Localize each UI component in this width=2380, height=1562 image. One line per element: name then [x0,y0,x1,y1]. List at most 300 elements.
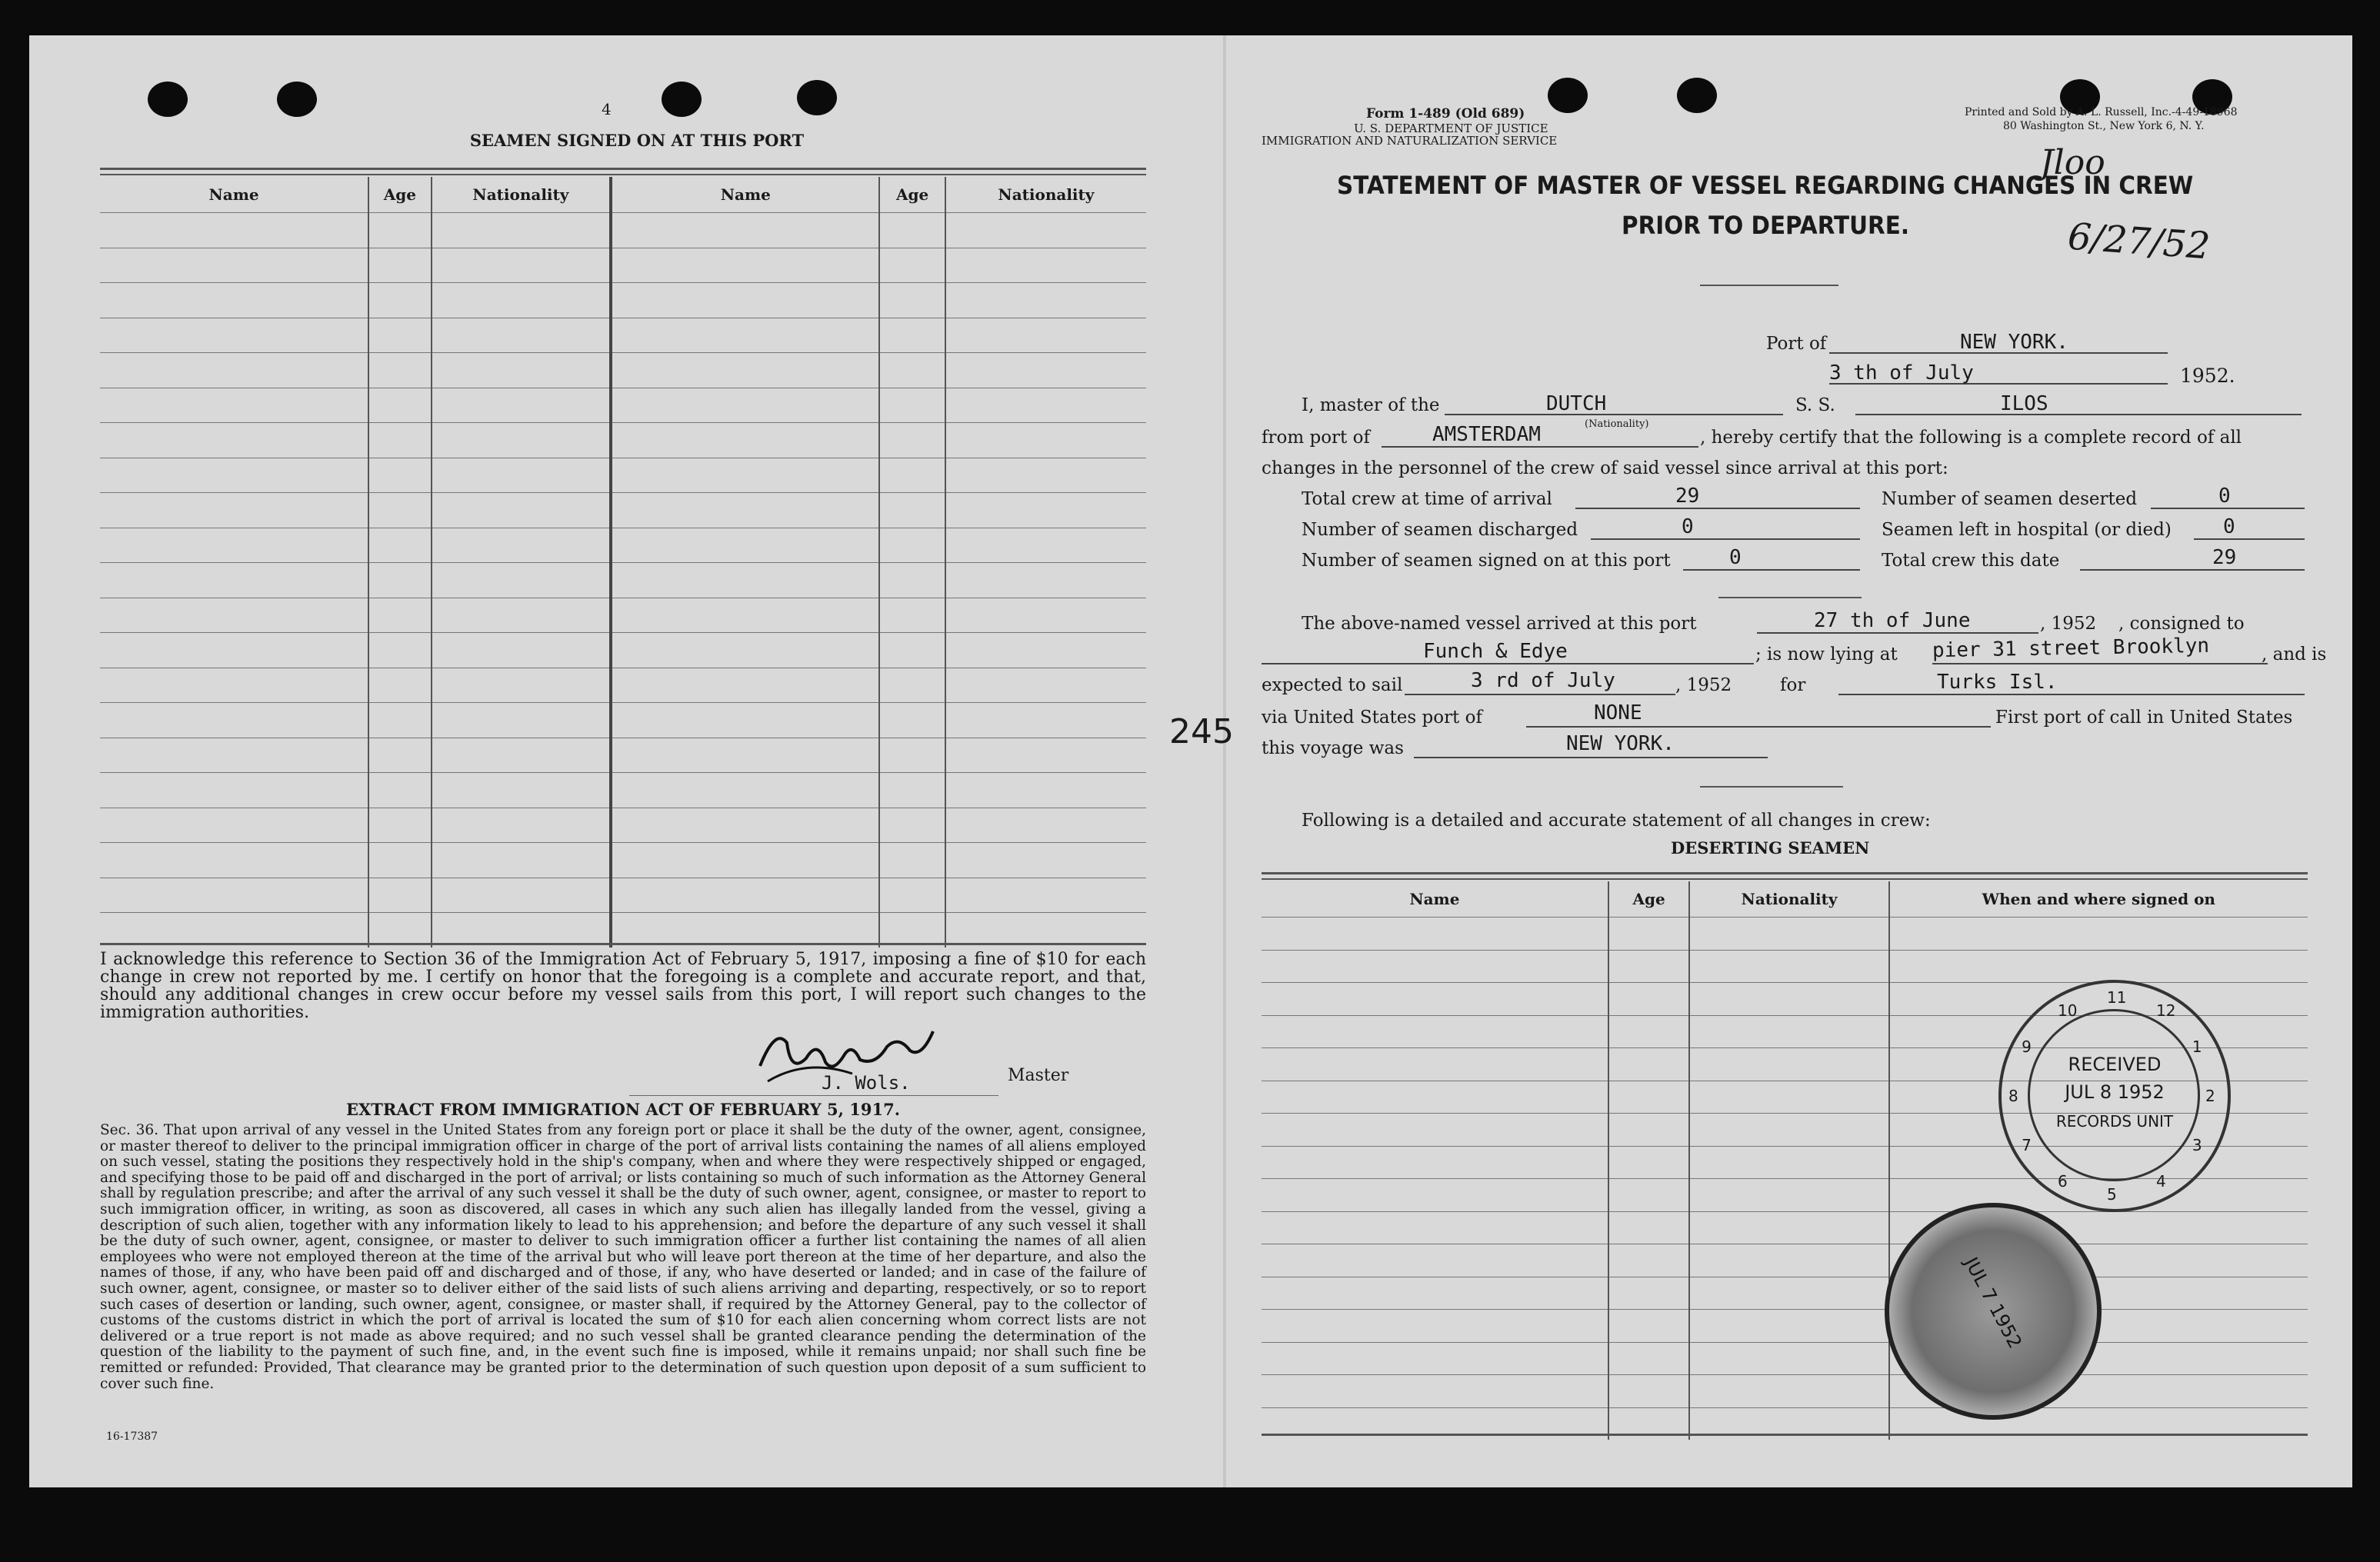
stamp-ring-number: 9 [2022,1037,2032,1056]
table-cell [879,213,945,248]
table-row [100,633,1146,668]
table-cell [879,808,945,843]
stamp-ring-number: 5 [2107,1185,2117,1204]
table-cell [1889,950,2308,983]
rule [1262,1434,2308,1436]
form-number: Form 1-489 (Old 689) [1366,106,1525,122]
table-cell [611,353,879,388]
table-row [100,668,1146,703]
department: U. S. DEPARTMENT OF JUSTICE [1354,122,1548,135]
table-cell [1689,1277,1888,1310]
extract-text: Sec. 36. That upon arrival of any vessel in the United States from any foreign port or place it shall be the duty of the owner, agent, consignee, or master thereof to deliver to the principal immigration officer in charge of the port of arrival lists containing the names of all aliens employed on such vessel, stating the positions they respectively hold in the ship's company, when and where they were respectively shipped or engaged, and specifying those to be paid off and discharged in the port of arrival; or lists containing so much of such information as the Attorney General shall by regulation prescribe; and after the arrival of any such vessel it shall be the duty of such owner, agent, consignee, or master to report to such immigration officer, in writing, as soon as discovered, all cases in which any such alien has illegally landed from the vessel, giving a description of such alien, together with any information likely to lead to his apprehension; and before the departure of any such vessel it shall be the duty of such owner, agent, consignee, or master to deliver to such immigration officer a further list containing the names of all alien employees who were not employed thereon at the time of the arrival but who will leave port thereon at the time of her departure, and also the names of those, if any, who have been paid off and discharged and of those, if any, who have deserted or landed; and in case of the failure of such owner, agent, consignee, or master so to deliver either of the said lists of such aliens arriving and departing, respectively, or so to report such cases of desertion or landing, such owner, agent, consignee, or master shall, if required by the Attorney General, pay to the collector of customs of the customs district in which the port of arrival is located the sum of $10 for each alien concerning whom correct lists are not delivered or a true report is not made as above required; and no such vessel shall be granted clearance pending the determination of the question of the liability to the payment of such fine, and, in the event such fine is imposed, while it remains unpaid; nor shall such fine be remitted or refunded: Provided, That clearance may be granted prior to the determination of such question upon deposit of a sum sufficient to cover such fine. [100,1122,1146,1392]
table-cell [1608,1015,1690,1048]
field-line [1757,632,2038,634]
table-cell [100,388,368,423]
table-cell [611,563,879,598]
table-cell [1608,1211,1690,1244]
lying-label: ; is now lying at [1755,644,1898,664]
table-cell [1262,1375,1608,1408]
punch-hole [1548,78,1588,113]
table-cell [945,738,1146,773]
table-cell [611,598,879,633]
table-cell [368,878,431,913]
table-row [1262,918,2308,951]
from-port-value: AMSTERDAM [1432,423,1541,446]
punch-hole [1677,78,1717,113]
table-cell [432,703,612,738]
table-row [100,493,1146,528]
table-cell [432,738,612,773]
table-cell [945,808,1146,843]
arrived-date-value: 27 th of June [1814,609,1971,632]
table-cell [368,773,431,808]
table-cell [611,773,879,808]
punch-hole [277,82,317,117]
table-row [100,808,1146,843]
this-voyage-label: this voyage was [1262,738,1404,758]
table-row [100,563,1146,598]
field-line [2080,569,2305,571]
table-cell [368,528,431,563]
table-cell [879,318,945,353]
port-value: NEW YORK. [1960,331,2068,354]
table-cell [368,633,431,668]
table-cell [432,563,612,598]
table-cell [945,528,1146,563]
page-number: 4 [602,100,612,118]
table-cell [100,668,368,703]
table-cell [1689,950,1888,983]
expected-date-value: 3 rd of July [1471,669,1615,692]
rule [1262,872,2308,874]
table-row [1262,1342,2308,1375]
table-cell [1689,918,1888,951]
table-cell [100,878,368,913]
table-cell [368,668,431,703]
signature-role: Master [1008,1066,1069,1085]
lying-line [1932,663,2268,664]
table-cell [945,878,1146,913]
table-cell [432,843,612,878]
stamp-ring-number: 10 [2058,1001,2078,1021]
punch-hole [662,82,702,117]
field-line [1405,694,1675,695]
table-cell [945,843,1146,878]
for-label: for [1780,675,1806,695]
table-cell [1262,918,1608,951]
table-row [100,528,1146,563]
col-header-name: Name [100,177,368,213]
table-cell [100,248,368,283]
table-cell [611,878,879,913]
col-header-age: Age [1608,881,1690,918]
hospital-label: Seamen left in hospital (or died) [1882,520,2172,540]
table-cell [368,563,431,598]
received-stamp [1998,980,2231,1212]
table-row [100,843,1146,878]
table-row [100,703,1146,738]
document-scan [29,35,2352,1487]
deserting-title: DESERTING SEAMEN [1671,838,1870,858]
stamp-ring-number: 4 [2156,1171,2166,1191]
table-cell [100,773,368,808]
table-cell [100,353,368,388]
table-cell [368,808,431,843]
col-header-nationality: Nationality [998,185,1095,204]
table-cell [945,423,1146,458]
page-fold [1223,35,1226,1487]
table-cell [1689,1310,1888,1343]
table-cell [611,913,879,948]
table-cell [879,773,945,808]
table-cell [1689,1375,1888,1408]
rule [100,943,1146,945]
table-cell [100,563,368,598]
table-cell [1262,983,1608,1016]
changes-text: changes in the personnel of the crew of said vessel since arrival at this port: [1262,458,1948,478]
service: IMMIGRATION AND NATURALIZATION SERVICE [1262,134,1558,148]
table-cell [100,738,368,773]
master-label: I, master of the [1302,395,1440,415]
discharged-label: Number of seamen discharged [1302,520,1578,540]
punch-hole [797,80,837,115]
total-crew-date-label: Total crew this date [1882,551,2060,571]
table-cell [432,773,612,808]
stamp-ring-number: 1 [2192,1037,2202,1056]
col-header-nationality: Nationality [1689,881,1888,918]
stamp-ring-number: 11 [2107,988,2127,1007]
form-title-line-2: PRIOR TO DEPARTURE. [1622,211,1910,240]
table-cell [945,598,1146,633]
total-crew-date-value: 29 [2212,546,2237,569]
section-title: SEAMEN SIGNED ON AT THIS PORT [469,131,805,150]
table-cell [100,633,368,668]
stamp-ring-number: 12 [2156,1001,2176,1021]
table-cell [1608,950,1690,983]
table-cell [100,843,368,878]
stamp-ring-number: 8 [2008,1087,2018,1105]
received-date: JUL 8 1952 [2065,1081,2165,1103]
table-row [100,388,1146,423]
table-cell [368,423,431,458]
table-cell [432,493,612,528]
table-cell [1608,1375,1690,1408]
table-cell [368,283,431,318]
table-cell [945,913,1146,948]
field-line [2194,538,2305,540]
table-row [100,773,1146,808]
table-cell [879,353,945,388]
table-row [1262,950,2308,983]
frame-number: 245 [1169,712,1234,751]
table-cell [611,318,879,353]
field-line [1591,538,1860,540]
table-cell [879,633,945,668]
table-row [1262,1277,2308,1310]
table-cell [611,808,879,843]
and-is-text: , and is [2262,644,2327,664]
from-port-line [1382,446,1698,448]
table-cell [611,843,879,878]
table-cell [100,808,368,843]
table-cell [1608,1146,1690,1179]
table-cell [879,493,945,528]
table-cell [611,493,879,528]
stamp-ring-number: 3 [2192,1136,2202,1154]
table-cell [945,668,1146,703]
table-cell [879,528,945,563]
table-cell [1689,1081,1888,1114]
table-cell [1262,1114,1608,1147]
signed-on-value: 0 [1729,546,1742,569]
col-header-signed-on: When and where signed on [1982,890,2215,908]
table-cell [368,738,431,773]
table-cell [432,458,612,493]
table-cell [1262,1081,1608,1114]
signature-name: J. Wols. [822,1072,911,1094]
table-cell [611,633,879,668]
consignee-line [1262,663,1754,664]
table-cell [100,423,368,458]
nationality-line [1445,414,1783,415]
table-cell [1608,1179,1690,1212]
table-row [100,878,1146,913]
field-line [2151,508,2305,509]
table-cell [879,423,945,458]
table-cell [1262,1146,1608,1179]
field-line [1683,569,1860,571]
table-cell [611,423,879,458]
table-cell [100,283,368,318]
table-cell [368,703,431,738]
table-cell [945,458,1146,493]
table-cell [945,703,1146,738]
table-cell [945,563,1146,598]
table-cell [945,248,1146,283]
table-cell [879,458,945,493]
table-cell [432,248,612,283]
nationality-value: DUTCH [1546,392,1607,415]
handwritten-date: 6/27/52 [2066,215,2212,268]
table-cell [879,598,945,633]
table-cell [1608,1244,1690,1277]
table-cell [611,388,879,423]
from-port-label: from port of [1262,428,1370,448]
vessel-line [1855,414,2302,415]
table-cell [432,633,612,668]
table-cell [432,283,612,318]
table-row [100,423,1146,458]
punch-hole [148,82,188,117]
table-cell [432,808,612,843]
table-cell [432,528,612,563]
rule [100,168,1146,170]
nationality-caption: (Nationality) [1585,418,1649,430]
table-cell [879,388,945,423]
table-cell [100,318,368,353]
col-header-name: Name [611,177,879,213]
table-cell [879,703,945,738]
table-cell [432,598,612,633]
port-label: Port of [1766,334,1827,354]
table-cell [368,353,431,388]
table-cell [1608,1342,1690,1375]
deserted-label: Number of seamen deserted [1882,489,2138,509]
stamp-ring-number: 2 [2205,1087,2215,1105]
table-cell [611,703,879,738]
table-row [1262,1211,2308,1244]
table-cell [432,353,612,388]
table-cell [1262,1310,1608,1343]
table-cell [1689,1015,1888,1048]
table-cell [100,213,368,248]
table-cell [945,213,1146,248]
table-cell [611,283,879,318]
table-cell [1689,1114,1888,1147]
table-cell [945,353,1146,388]
table-cell [100,528,368,563]
table-row [1262,1244,2308,1277]
year-value: 1952. [2180,365,2235,387]
table-row [100,458,1146,493]
table-cell [368,388,431,423]
table-cell [879,248,945,283]
table-cell [945,633,1146,668]
table-cell [432,913,612,948]
ss-label: S. S. [1795,395,1835,415]
table-cell [879,843,945,878]
table-cell [879,913,945,948]
col-header-age: Age [368,177,431,213]
rule [1262,878,2308,880]
table-cell [611,738,879,773]
table-cell [1689,1179,1888,1212]
table-cell [1608,1277,1690,1310]
table-cell [1262,1179,1608,1212]
expected-label: expected to sail [1262,675,1403,695]
total-crew-arrival-label: Total crew at time of arrival [1302,489,1552,509]
table-cell [1689,1048,1888,1081]
table-cell [1689,1244,1888,1277]
table-cell [945,493,1146,528]
table-row [100,248,1146,283]
lying-value: pier 31 street Brooklyn [1932,634,2210,663]
col-header-name: Name [1262,881,1608,918]
table-cell [1262,950,1608,983]
field-line [1526,726,1991,728]
table-cell [1608,918,1690,951]
deserted-value: 0 [2218,485,2231,508]
table-cell [945,773,1146,808]
this-voyage-value: NEW YORK. [1566,732,1675,755]
table-cell [1608,1081,1690,1114]
following-text: Following is a detailed and accurate statement of all changes in crew: [1302,811,1931,831]
table-cell [945,318,1146,353]
arrived-label: The above-named vessel arrived at this port [1302,614,1697,634]
table-cell [368,493,431,528]
table-cell [100,598,368,633]
table-cell [1262,1211,1608,1244]
table-cell [432,878,612,913]
table-row [100,738,1146,773]
table-cell [368,913,431,948]
destination-value: Turks Isl. [1937,671,2058,694]
table-row [100,913,1146,948]
col-header-nationality: Nationality [432,177,612,213]
via-label: via United States port of [1262,708,1482,728]
table-cell [1262,1015,1608,1048]
extract-title: EXTRACT FROM IMMIGRATION ACT OF FEBRUARY 5, 1917. [345,1100,901,1119]
table-cell [432,668,612,703]
table-cell [1262,1342,1608,1375]
table-cell [368,248,431,283]
table-cell [945,388,1146,423]
table-row [100,353,1146,388]
form-code: 16-17387 [106,1430,158,1443]
vessel-name: ILOS [2000,392,2048,415]
date-value: 3 th of July [1829,361,1974,385]
discharged-value: 0 [1682,515,1694,538]
form-title-line-1: STATEMENT OF MASTER OF VESSEL REGARDING CHANGES IN CREW [1337,171,2194,200]
col-header-age: Age [879,177,945,213]
table-row [100,598,1146,633]
received-label: RECEIVED [2068,1054,2162,1075]
stamp-ring-number: 6 [2058,1171,2068,1191]
table-cell [611,668,879,703]
table-cell [1689,1342,1888,1375]
table-cell [611,528,879,563]
field-line [1575,508,1860,509]
table-cell [1689,1211,1888,1244]
field-line [1414,757,1768,758]
table-cell [1262,1244,1608,1277]
port-stamp [1885,1203,2102,1420]
table-cell [432,213,612,248]
table-cell [1689,1146,1888,1179]
table-cell [1689,983,1888,1016]
table-cell [100,913,368,948]
table-cell [1262,1048,1608,1081]
signed-on-label: Number of seamen signed on at this port [1302,551,1671,571]
table-row [100,318,1146,353]
expected-year: , 1952 [1675,675,1732,695]
table-cell [368,458,431,493]
table-cell [945,283,1146,318]
table-cell [432,388,612,423]
table-cell [611,248,879,283]
seamen-signed-table [100,177,1146,948]
table-cell [1608,1048,1690,1081]
rule [1700,285,1838,286]
via-value: NONE [1594,701,1642,724]
printer-line-1: Printed and Sold by A. L. Russell, Inc.-4-49-18968 [1965,106,2238,118]
signature-line [629,1095,998,1096]
rule [1718,597,1862,598]
table-cell [368,598,431,633]
table-cell [879,738,945,773]
table-cell [879,283,945,318]
table-cell [1889,918,2308,951]
consignee-value: Funch & Edye [1423,640,1568,663]
table-cell [432,318,612,353]
hospital-value: 0 [2223,515,2235,538]
certify-text: , hereby certify that the following is a complete record of all [1700,428,2242,448]
table-cell [611,213,879,248]
table-cell [1608,1310,1690,1343]
field-line [1838,694,2305,695]
table-row [100,283,1146,318]
table-row [100,213,1146,248]
